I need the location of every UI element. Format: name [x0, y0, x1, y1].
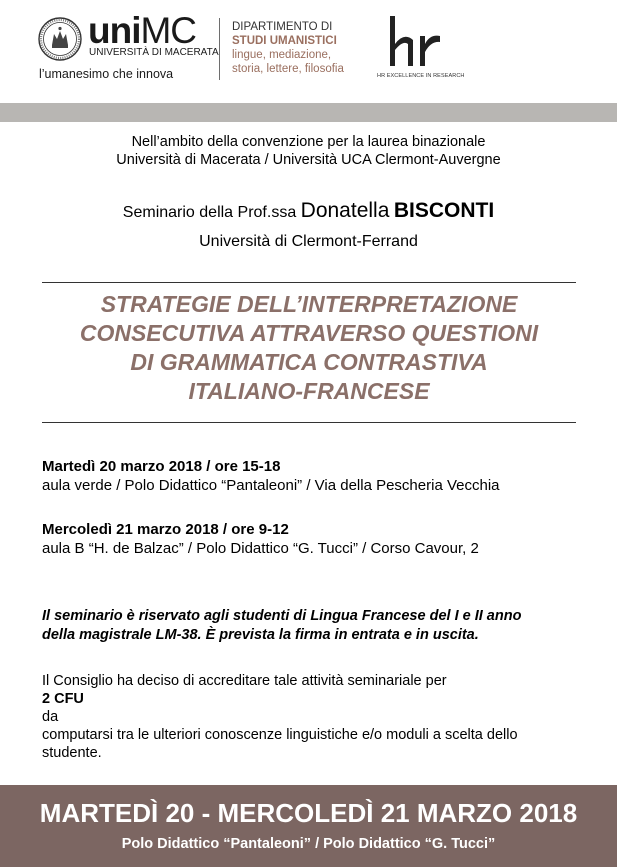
- credits-line-1-post: da: [42, 709, 59, 725]
- title-line-1: STRATEGIE DELL’INTERPRETAZIONE: [100, 291, 518, 317]
- session-2-where: aula B “H. de Balzac” / Polo Didattico “G. Tucci” / Corso Cavour, 2: [42, 540, 479, 557]
- footer-venues: Polo Didattico “Pantaleoni” / Polo Didattico “G. Tucci”: [121, 836, 496, 852]
- title-divider-top: [42, 282, 576, 283]
- credits-line-2: computarsi tra le ulteriori conoscenze linguistiche e/o moduli a scelta dello: [42, 727, 518, 743]
- speaker-first-name: Donatella: [300, 199, 390, 222]
- tagline: l’umanesimo che innova: [39, 67, 174, 81]
- title-line-4: ITALIANO-FRANCESE: [188, 378, 430, 404]
- dept-line-4: storia, lettere, filosofia: [232, 63, 344, 75]
- enrollment-notice: [42, 607, 602, 645]
- university-seal-icon: [38, 17, 82, 61]
- seminar-speaker: [0, 198, 617, 226]
- intro-line-1: Nell’ambito della convenzione per la laurea binazionale: [131, 134, 486, 150]
- credits-info: [42, 672, 602, 762]
- title-line-3: DI GRAMMATICA CONTRASTIVA: [130, 349, 488, 375]
- intro-text: [0, 133, 617, 169]
- credits-cfu: 2 CFU: [42, 691, 84, 707]
- footer-dates: MARTEDÌ 20 - MERCOLEDÌ 21 MARZO 2018: [39, 798, 578, 828]
- header-band: [0, 103, 617, 122]
- seminar-prefix: Seminario della Prof.ssa: [122, 204, 301, 221]
- notice-line-2: della magistrale LM-38. È prevista la firma in entrata e in uscita.: [42, 627, 479, 643]
- department-block: [232, 20, 344, 76]
- header-divider: [219, 18, 220, 80]
- dept-line-3: lingue, mediazione,: [232, 49, 332, 61]
- dept-line-2: STUDI UMANISTICI: [232, 35, 337, 47]
- header: [0, 0, 617, 103]
- credits-line-3: studente.: [42, 745, 102, 761]
- session-2-when: Mercoledì 21 marzo 2018 / ore 9-12: [42, 521, 289, 538]
- footer-banner: [0, 785, 617, 867]
- dept-line-1: DIPARTIMENTO DI: [232, 21, 333, 33]
- credits-line-1-pre: Il Consiglio ha deciso di accreditare tale attività seminariale per: [42, 673, 447, 689]
- logo-uni-text: uni: [88, 10, 141, 51]
- credits-line-1: [42, 672, 602, 726]
- hr-excellence-logo-icon: [386, 14, 446, 70]
- unimc-logo: [88, 12, 196, 49]
- session-2: [42, 520, 602, 558]
- speaker-university: Università di Clermont-Ferrand: [199, 233, 418, 250]
- session-1: [42, 457, 602, 495]
- session-1-where: aula verde / Polo Didattico “Pantaleoni” / Via della Pescheria Vecchia: [42, 477, 500, 494]
- speaker-surname: BISCONTI: [393, 199, 495, 222]
- title-divider-bottom: [42, 422, 576, 423]
- logo-subtitle: UNIVERSITÀ DI MACERATA: [89, 47, 219, 58]
- title-line-2: CONSECUTIVA ATTRAVERSO QUESTIONI: [79, 320, 539, 346]
- seminar-title: [42, 290, 576, 406]
- notice-line-1: Il seminario è riservato agli studenti di Lingua Francese del I e II anno: [42, 608, 522, 624]
- session-1-when: Martedì 20 marzo 2018 / ore 15-18: [42, 458, 281, 475]
- hr-caption: HR EXCELLENCE IN RESEARCH: [377, 73, 465, 79]
- logo-mc-text: MC: [140, 10, 197, 51]
- intro-line-2: Università di Macerata / Università UCA Clermont-Auvergne: [116, 152, 501, 168]
